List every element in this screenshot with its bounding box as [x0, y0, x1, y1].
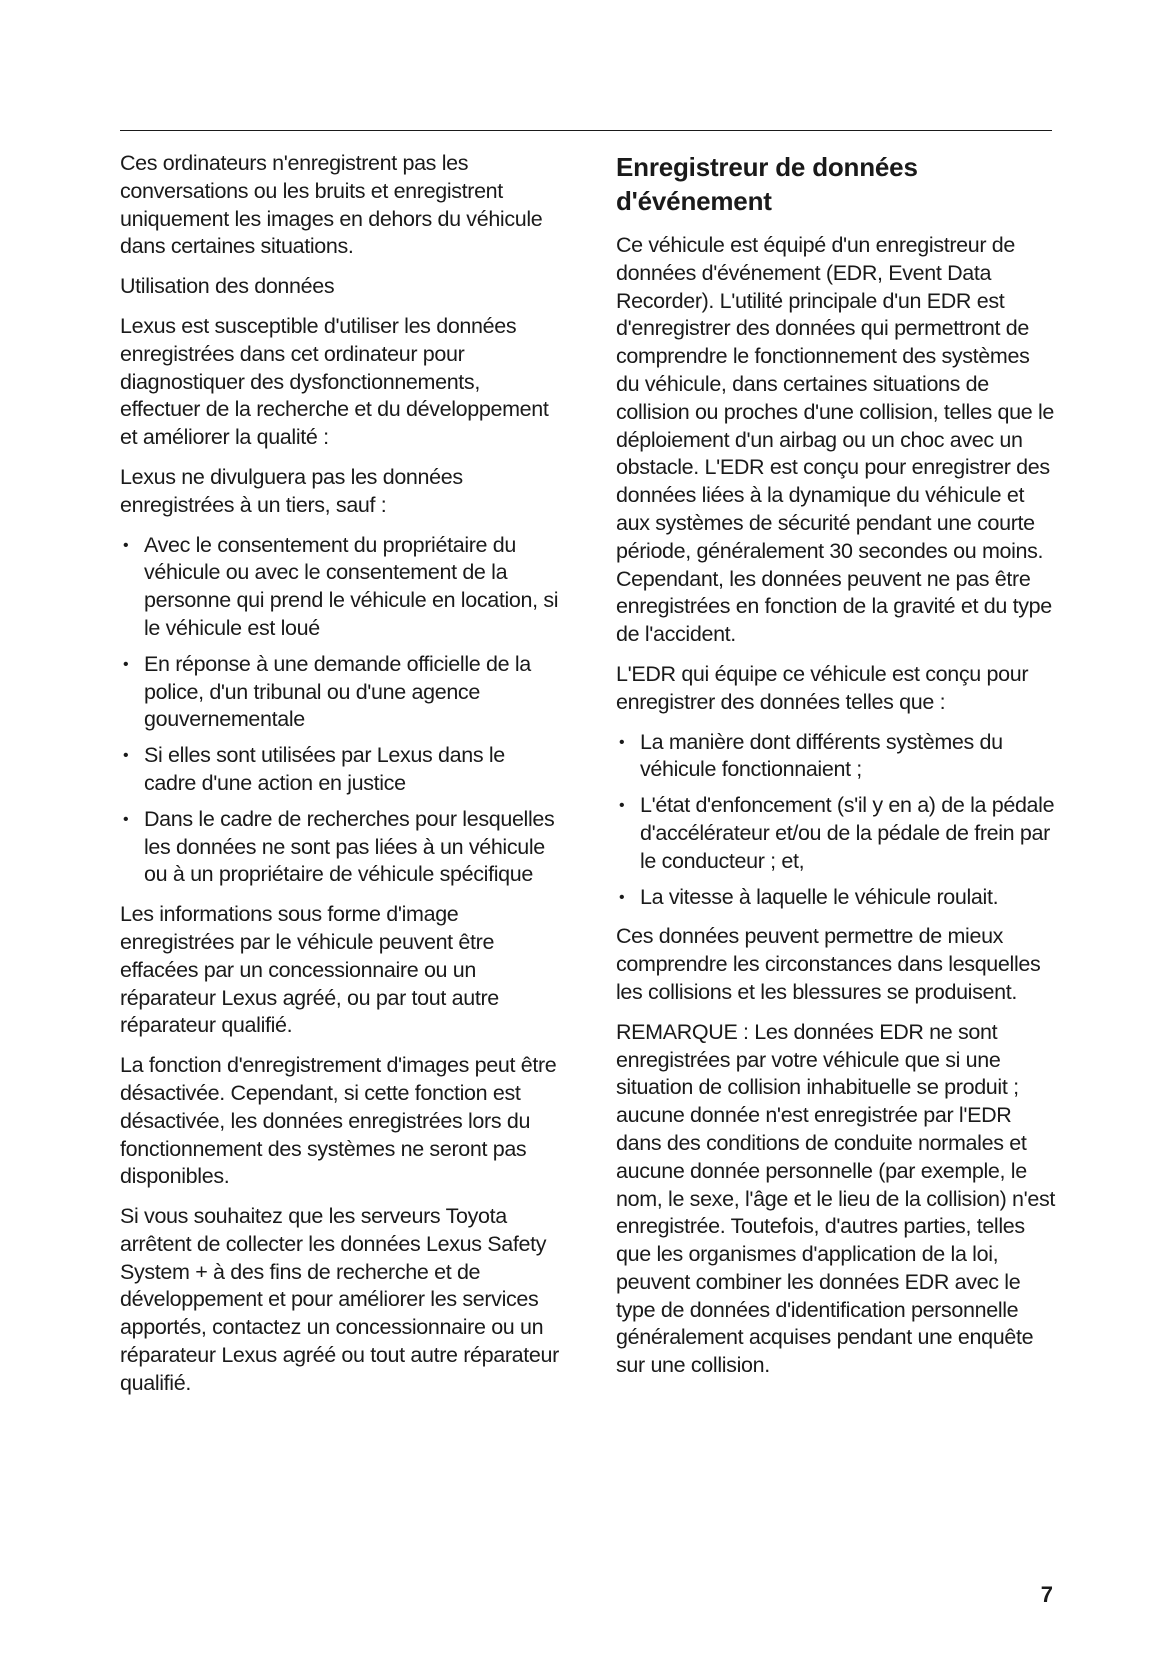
- list-item: • Si elles sont utilisées par Lexus dans le cadre d'une action en justice: [120, 742, 560, 798]
- paragraph-edr-intro: Ce véhicule est équipé d'un enregistreur de données d'événement (EDR, Event Data Recorder). L'utilité principale d'un EDR est d'enregistrer des données qui permettront de comprendre le fonctionnement des systèmes du véhicule, dans certaines situations de collision ou proches d'une collision, telles que le déploiement d'un airbag ou un choc avec un obstacle. L'EDR est conçu pour enregistrer des données liées à la dynamique du véhicule et aux systèmes de sécurité pendant une courte période, généralement 30 secondes ou moins. Cependant, les données peuvent ne pas être enregistrées en fonction de la gravité et du type de l'accident.: [616, 233, 1055, 647]
- paragraph-subheading-data-use: Utilisation des données: [120, 274, 335, 299]
- right-column: [616, 150, 1056, 1392]
- list-item: • La manière dont différents systèmes du véhicule fonctionnaient ;: [616, 729, 1056, 785]
- list-item: • En réponse à une demande officielle de la police, d'un tribunal ou d'une agence gouvernementale: [120, 651, 560, 734]
- disclosure-exceptions-list: [120, 532, 560, 890]
- paragraph-intro: Ces ordinateurs n'enregistrent pas les conversations ou les bruits et enregistrent uniquement les images en dehors du véhicule dans certaines situations.: [120, 151, 543, 259]
- paragraph-stop-collection: Si vous souhaitez que les serveurs Toyota arrêtent de collecter les données Lexus Safety System + à des fins de recherche et de développement et pour améliorer les services apportés, contactez un concessionnaire ou un réparateur Lexus agréé ou tout autre réparateur qualifié.: [120, 1204, 559, 1395]
- edr-data-list: [616, 729, 1056, 912]
- list-item: • L'état d'enfoncement (s'il y en a) de la pédale d'accélérateur et/ou de la pédale de frein par le conducteur ; et,: [616, 792, 1056, 875]
- paragraph-image-erase: Les informations sous forme d'image enregistrées par le véhicule peuvent être effacées par un concessionnaire ou un réparateur Lexus agréé, ou par tout autre réparateur qualifié.: [120, 902, 499, 1038]
- page-number: 7: [1040, 1582, 1053, 1607]
- list-item: • La vitesse à laquelle le véhicule roulait.: [616, 884, 1056, 912]
- paragraph-remark: REMARQUE : Les données EDR ne sont enregistrées par votre véhicule que si une situation de collision inhabituelle se produit ; aucune donnée n'est enregistrée par l'EDR dans des conditions de conduite normales et aucune donnée personnelle (par exemple, le nom, le sexe, l'âge et le lieu de la collision) n'est enregistrée. Toutefois, d'autres parties, telles que les organismes d'application de la loi, peuvent combiner les données EDR avec le type de données d'identification personnelle généralement acquises pendant une enquête sur une collision.: [616, 1019, 1056, 1378]
- section-heading: Enregistreur de données d'événement: [616, 152, 918, 216]
- header-rule: [120, 130, 1052, 131]
- paragraph-data-use: Lexus est susceptible d'utiliser les données enregistrées dans cet ordinateur pour diagnostiquer des dysfonctionnements, effectuer de la recherche et du développement et améliorer la qualité :: [120, 313, 549, 450]
- paragraph-disclosure: Lexus ne divulguera pas les données enregistrées à un tiers, sauf :: [120, 464, 463, 517]
- left-column: [120, 150, 560, 1410]
- list-item: • Avec le consentement du propriétaire du véhicule ou avec le consentement de la personne qui prend le véhicule en location, si le véhicule est loué: [120, 532, 560, 643]
- paragraph-image-disable: La fonction d'enregistrement d'images peut être désactivée. Cependant, si cette fonction est désactivée, les données enregistrées lors du fonctionnement des systèmes ne seront pas disponibles.: [120, 1053, 557, 1189]
- list-item: • Dans le cadre de recherches pour lesquelles les données ne sont pas liées à un véhicule ou à un propriétaire de véhicule spécifique: [120, 806, 560, 889]
- paragraph-edr-records: L'EDR qui équipe ce véhicule est conçu pour enregistrer des données telles que :: [616, 661, 1029, 714]
- paragraph-edr-purpose: Ces données peuvent permettre de mieux comprendre les circonstances dans lesquelles les collisions et les blessures se produisent.: [616, 924, 1041, 1004]
